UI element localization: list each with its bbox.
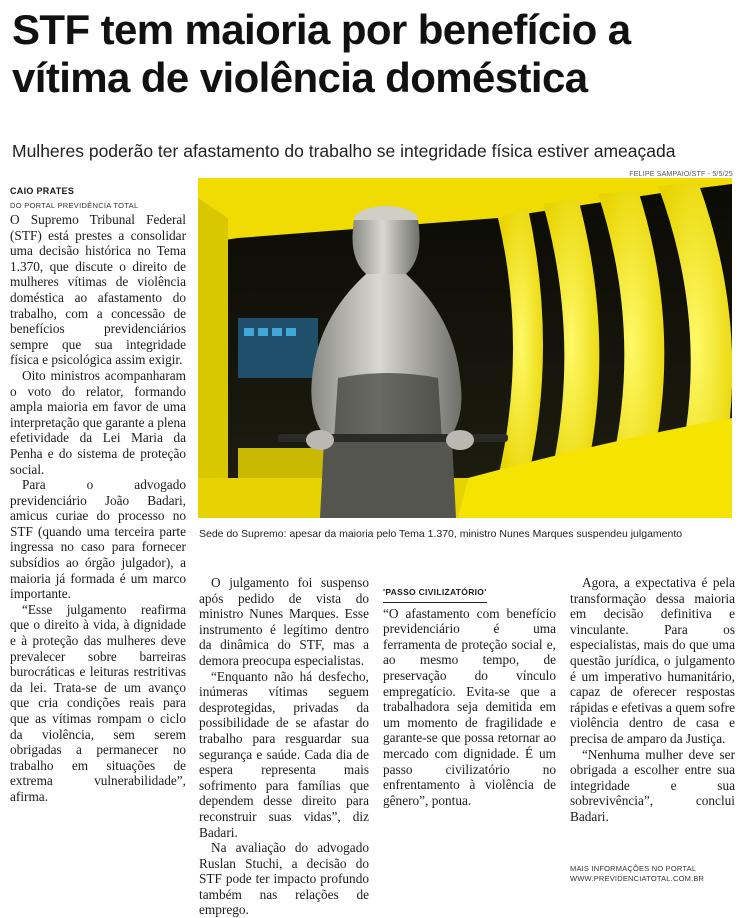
portal-note-label: MAIS INFORMAÇÕES NO PORTAL [570,864,697,873]
body-paragraph: Para o advogado previdenciário João Badari, amicus curiae do processo no STF (quando uma terceira parte ingressa no caso para fornecer subsídios ao órgão julgador), a maioria já formada é um marco importante. [10,477,186,602]
body-paragraph: “Esse julgamento reafirma que o direito à vida, à dignidade e à proteção das mulheres deve prevalecer sobre barreiras burocráticas e leituras restritivas da lei. Trata-se de um avanço que cria condições reais para que as vítimas rompam o ciclo da violência, sem serem obrigadas a permanecer no trabalho em situações de extrema vulnerabilidade”, afirma. [10,601,186,804]
portal-note [570,864,704,884]
article-column-2 [199,575,369,918]
section-tag: 'PASSO CIVILIZATÓRIO' [383,585,487,603]
headline: STF tem maioria por benefício a vítima de violência doméstica [12,6,631,101]
author-organization: DO PORTAL PREVIDÊNCIA TOTAL [10,201,139,210]
body-paragraph: Oito ministros acompanharam o voto do relator, formando ampla maioria em favor de uma interpretação que garante a plena efetividade da Lei Maria da Penha e do sistema de proteção social. [10,367,186,477]
article-column-3 [383,575,556,808]
author-name: CAIO PRATES [10,186,75,196]
body-paragraph: O julgamento foi suspenso após pedido de vista do ministro Nunes Marques. Esse instrumento é legítimo dentro da dinâmica do STF, mas a demora preocupa especialistas. [199,575,369,668]
article-photo [198,178,732,518]
justice-statue-photo [198,178,732,518]
photo-caption: Sede do Supremo: apesar da maioria pelo Tema 1.370, ministro Nunes Marques suspendeu julgamento [199,528,683,540]
body-paragraph: Agora, a expectativa é pela transformação dessa maioria em decisão definitiva e vinculante. Para os especialistas, mais do que uma questão jurídica, o julgamento é um imperativo humanitário, capaz de oferecer respostas rápidas e efetivas a quem sofre violência dentro de casa e precisa de amparo da Justiça. [570,575,735,746]
portal-url[interactable]: WWW.PREVIDENCIATOTAL.COM.BR [570,874,705,883]
body-paragraph: O Supremo Tribunal Federal (STF) está prestes a consolidar uma decisão histórica no Tema 1.370, que discute o direito de mulheres vítimas de violência doméstica ao afastamento do trabalho, com a concessão de benefícios previdenciários sempre que sua integridade física e psicológica assim exigir. [10,212,186,368]
body-paragraph: “Nenhuma mulher deve ser obrigada a escolher entre sua integridade e sua sobrevivência”, conclui Badari. [570,746,735,824]
photo-credit: FELIPE SAMPAIO/STF - 5/5/25 [629,171,733,178]
article-column-4 [570,575,735,825]
body-paragraph: “Enquanto não há desfecho, inúmeras vítimas seguem desprotegidas, privadas da possibilidade de se afastar do trabalho para resguardar sua segurança e saúde. Cada dia de espera representa mais sofrimento para famílias que dependem desse direito para reconstruir suas vidas”, diz Badari. [199,668,369,840]
article-column-1 [10,212,186,805]
body-paragraph: Na avaliação do advogado Ruslan Stuchi, a decisão do STF pode ter impacto profundo também nas relações de emprego. [199,840,369,918]
subheadline: Mulheres poderão ter afastamento do trabalho se integridade física estiver ameaçada [12,141,676,161]
body-paragraph: “O afastamento com benefício previdenciário é uma ferramenta de proteção social e, ao mesmo tempo, de preservação do vínculo empregatício. Evita-se que a trabalhadora seja demitida em um momento de fragilidade e garante-se que possa retornar ao mercado com dignidade. É um passo civilizatório no enfrentamento à violência de gênero”, pontua. [383,605,556,808]
